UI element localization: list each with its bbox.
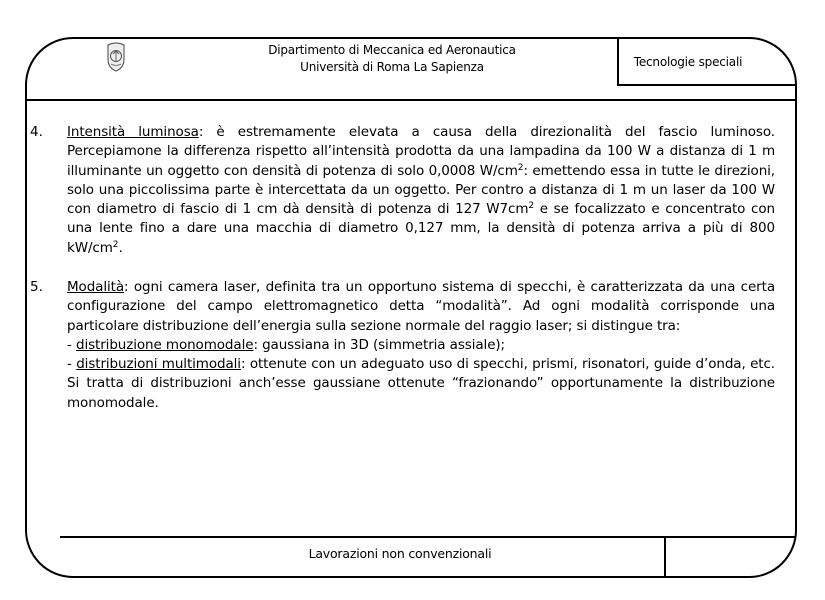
sub-item-monomodal: [67, 336, 775, 355]
sub-item-text: : gaussiana in 3D (simmetria assiale);: [253, 336, 506, 353]
footer-separator: [664, 536, 666, 578]
dash: -: [67, 356, 77, 373]
item-text: : emettendo essa in tutte le direzioni, solo una piccolissima parte è intercettata da un oggetto. Per contro a distanza di 1 m un laser da 100 W con diametro di fascio di 1 cm dà densità di potenza di 127 W7cm: [67, 162, 776, 218]
dash: -: [67, 336, 76, 353]
sub-item-text: : ottenute con un adeguato uso di specchi, prismi, risonatori, guide d’onda, etc. Si tratta di distribuzioni anch’esse gaussiane ottenute “frazionando” opportunamente la distribuzione monomodale.: [67, 356, 775, 411]
item-term: Modalità: [67, 279, 125, 295]
item-paragraph: [67, 278, 775, 336]
superscript: 2: [528, 201, 535, 212]
item-number: 4.: [30, 124, 43, 140]
header-divider: [27, 99, 795, 101]
sub-item-term: distribuzione monomodale: [75, 336, 254, 353]
list-item-5: [30, 278, 775, 413]
item-text: : ogni camera laser, definita tra un opportuno sistema di specchi, è caratterizzata da una certa configurazione del campo elettromagnetico detta “modalità”. Ad ogni modalità corrisponde una particolare distribuzione dell’energia sulla sezione normale del raggio laser; si distingue tra:: [67, 279, 775, 334]
footer-divider: [60, 536, 795, 538]
item-number: 5.: [30, 279, 43, 295]
header-department: Dipartimento di Meccanica ed Aeronautica: [268, 43, 516, 57]
header-university: Università di Roma La Sapienza: [300, 60, 484, 74]
item-body: [67, 123, 775, 258]
sub-item-multimodal: [67, 355, 775, 413]
list-item-4: [30, 123, 775, 258]
header-course: Tecnologie speciali: [633, 55, 743, 69]
item-text: .: [118, 239, 123, 256]
item-text: e se focalizzato e concentrato con una lente fino a dare una macchia di diametro 0,127 mm, la densità di potenza arriva a più di 800 kW/cm: [67, 201, 775, 256]
superscript: 2: [517, 162, 524, 173]
item-text: : è estremamente elevata a causa della direzionalità del fascio luminoso. Percepiamone la differenza rispetto all’intensità prodotta da una lampadina da 100 W a distanza di 1 m illuminante un oggetto con densità di potenza di solo 0,0008 W/cm: [67, 124, 775, 179]
university-seal-icon: [106, 42, 126, 72]
item-body: [67, 278, 775, 413]
footer-title: Lavorazioni non convenzionali: [308, 546, 492, 561]
header-separator: [617, 39, 619, 85]
sub-item-term: distribuzioni multimodali: [76, 356, 241, 373]
item-term: Intensità luminosa: [67, 124, 199, 140]
header-separator-foot: [617, 84, 795, 86]
superscript: 2: [112, 239, 119, 250]
